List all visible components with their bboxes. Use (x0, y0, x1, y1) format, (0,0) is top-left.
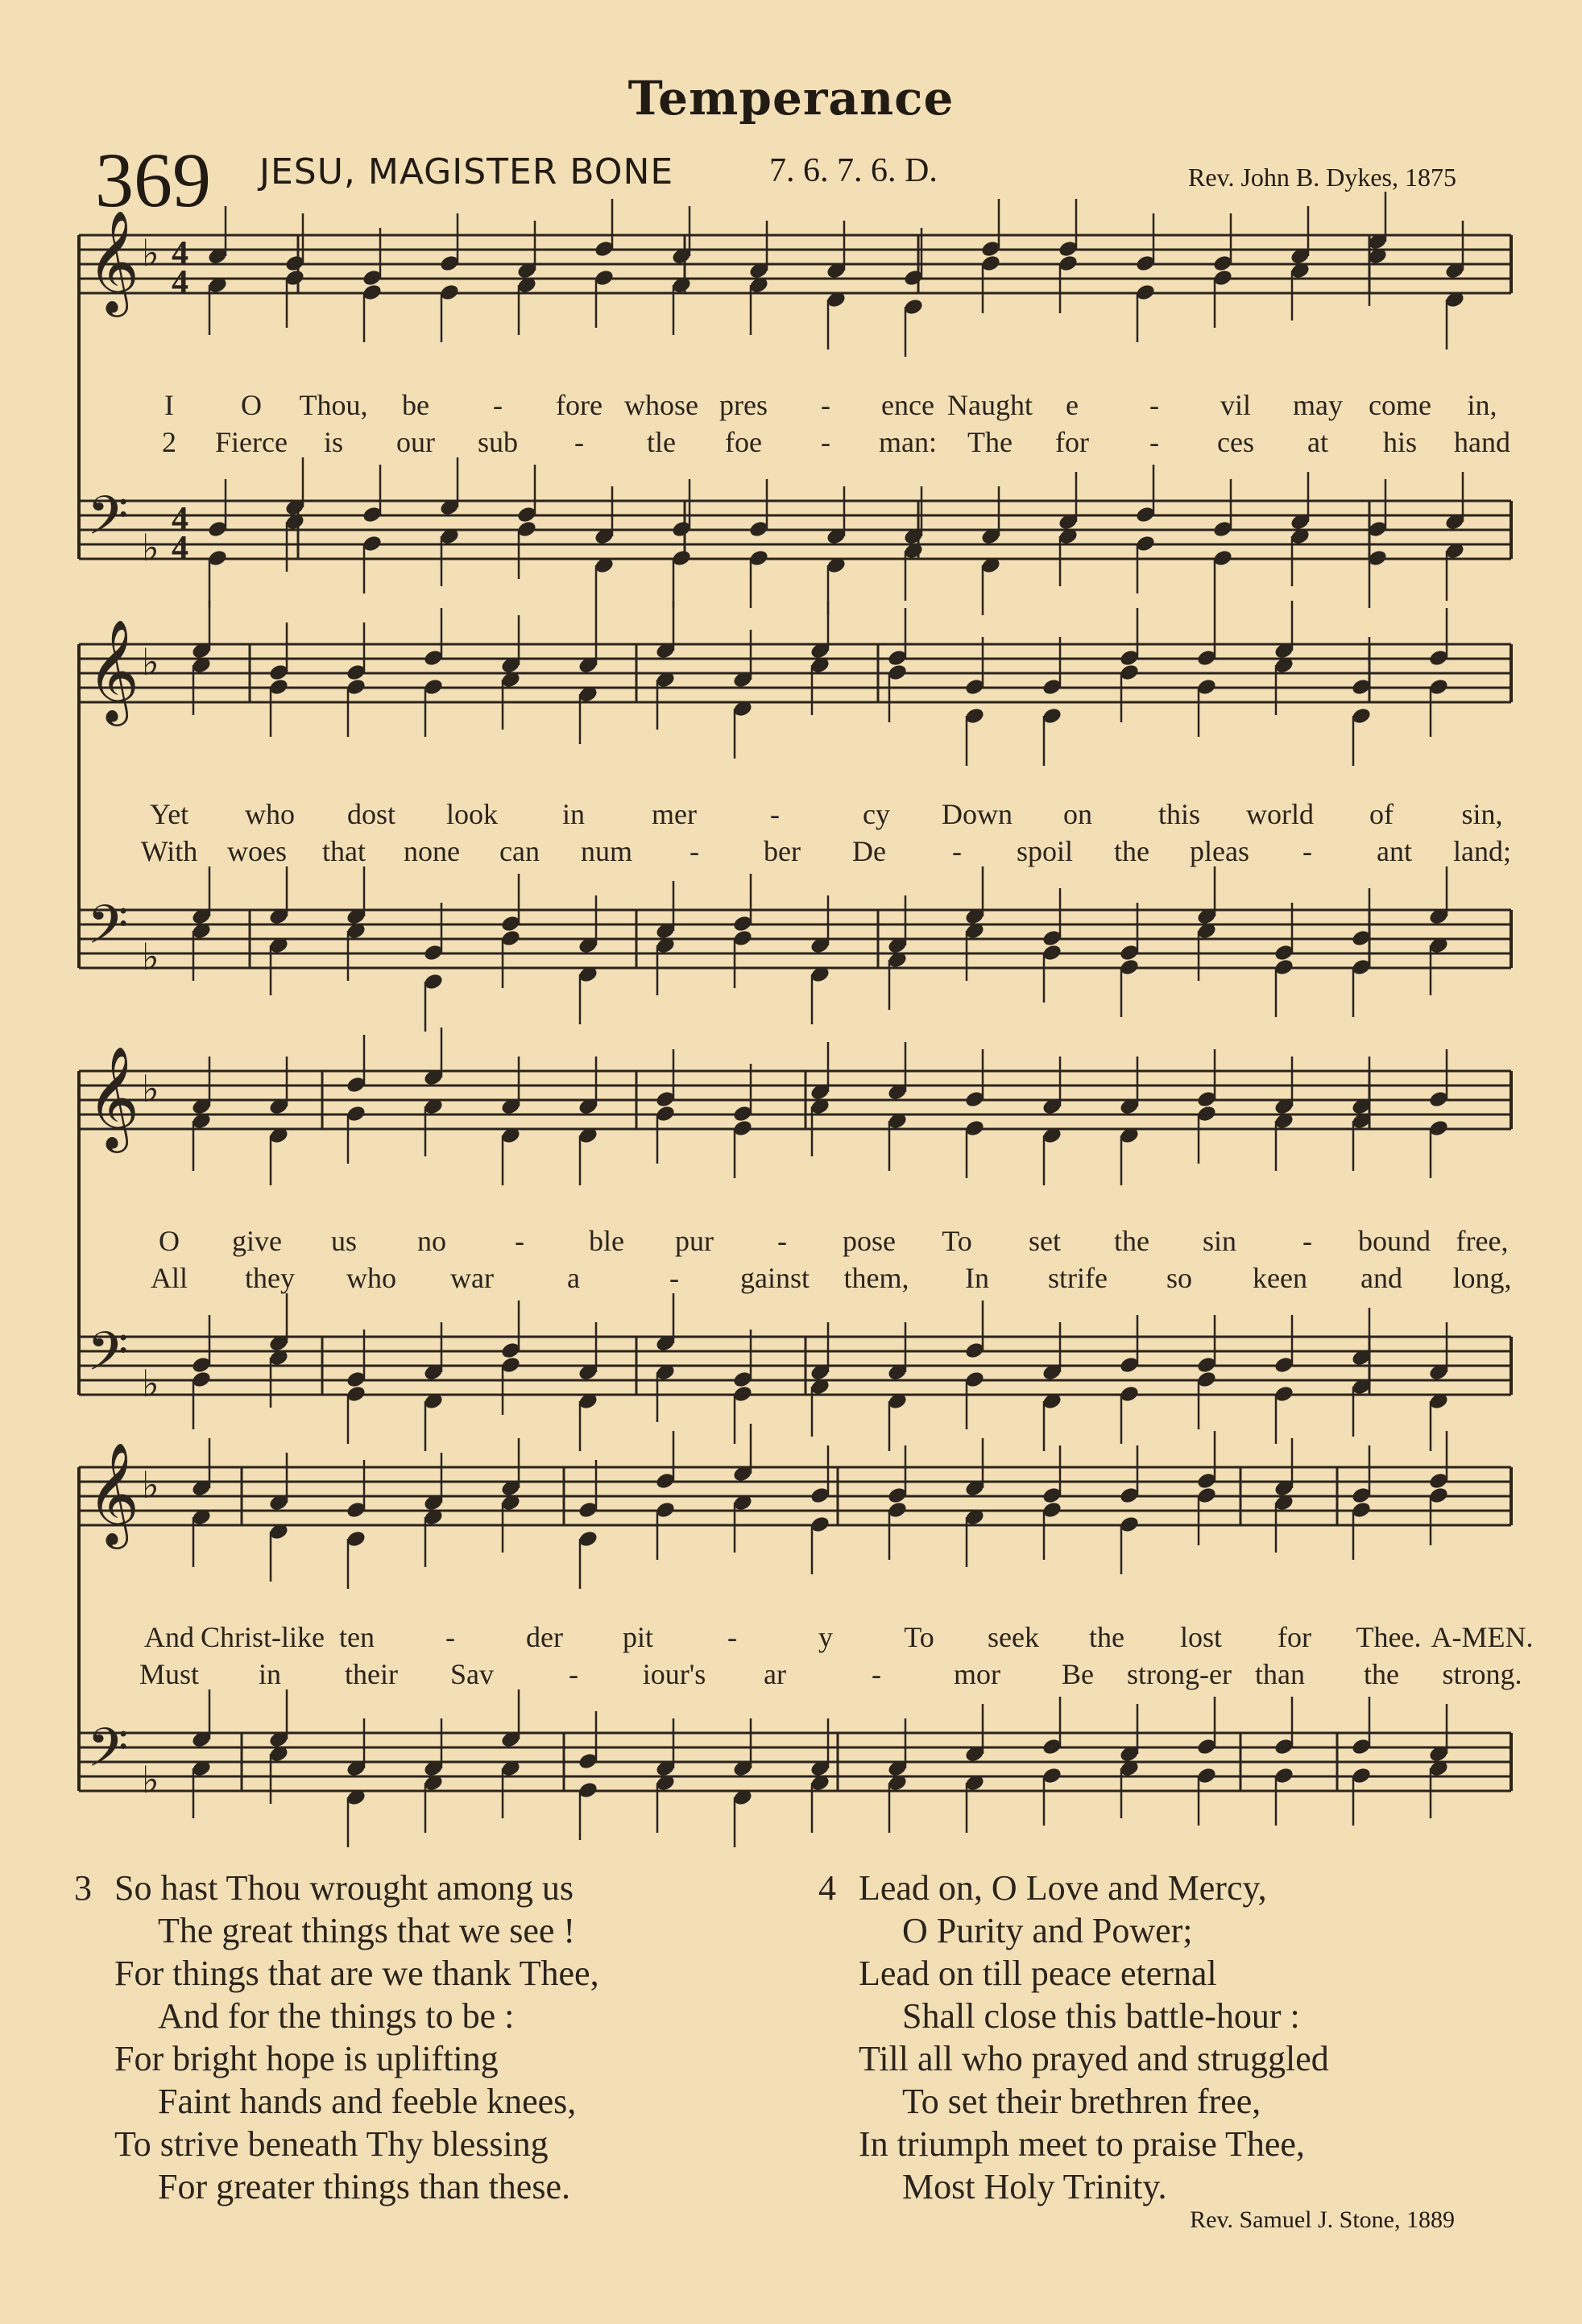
lyric-syllable: sub (477, 426, 519, 458)
lyric-syllable: tle (647, 426, 676, 458)
section-title: Temperance (627, 71, 955, 126)
lyric-syllable: mor (954, 1658, 1000, 1690)
lyric-syllable: ar (764, 1658, 786, 1690)
lyric-syllable: them, (843, 1262, 909, 1294)
lyric-syllable: ant (1377, 835, 1412, 867)
bass-clef-icon: 𝄢 (87, 1717, 129, 1792)
lyric-syllable: iour's (642, 1658, 706, 1690)
lyric-syllable: Thee. (1356, 1621, 1422, 1653)
lyric-syllable: war (450, 1262, 494, 1294)
lyric-syllable: so (1166, 1262, 1193, 1294)
verse-line: To set their brethren free, (902, 2082, 1261, 2121)
lyric-syllable: e (1066, 389, 1079, 421)
lyric-syllable: strong. (1442, 1658, 1522, 1690)
lyric-syllable: - (690, 835, 699, 867)
treble-clef-icon: 𝄞 (87, 1441, 140, 1545)
lyric-syllable: pleas (1190, 835, 1249, 867)
lyric-syllable: strong-er (1127, 1658, 1232, 1690)
lyric-syllable: Be (1062, 1658, 1094, 1690)
lyric-syllable: ence (881, 389, 934, 421)
lyric-syllable: they (245, 1262, 295, 1294)
bass-clef-icon: 𝄢 (87, 485, 129, 560)
bass-clef-icon: 𝄢 (87, 894, 129, 969)
lyric-syllable: and (1360, 1262, 1402, 1294)
composer-credit: Rev. John B. Dykes, 1875 (1187, 163, 1456, 192)
lyric-syllable: Naught (947, 389, 1033, 421)
lyric-syllable: O (159, 1225, 180, 1257)
lyric-syllable: gainst (740, 1262, 810, 1294)
lyric-syllable: - (1149, 389, 1159, 421)
lyric-syllable: pose (843, 1225, 896, 1257)
flat-icon: ♭ (142, 1067, 159, 1110)
verse-line: Lead on, O Love and Mercy, (859, 1868, 1267, 1908)
flat-icon: ♭ (142, 640, 159, 684)
lyric-syllable: for (1278, 1621, 1311, 1653)
hymn-number: 369 (95, 137, 211, 223)
lyric-syllable: Down (942, 798, 1013, 830)
verse-line: The great things that we see ! (158, 1911, 576, 1950)
flat-icon: ♭ (142, 231, 159, 275)
lyric-syllable: set (1029, 1225, 1061, 1257)
lyric-syllable: - (821, 426, 830, 458)
lyric-syllable: no (417, 1225, 446, 1257)
lyric-syllable: - (1149, 426, 1159, 458)
lyric-syllable: land; (1453, 835, 1511, 867)
verse-number: 4 (818, 1868, 836, 1908)
lyric-syllable: - (669, 1262, 679, 1294)
lyric-syllable: mer (652, 798, 697, 830)
lyric-syllable: this (1158, 798, 1201, 830)
flat-icon: ♭ (142, 1758, 159, 1801)
flat-icon: ♭ (142, 1362, 159, 1405)
lyric-syllable: pur (675, 1225, 714, 1257)
lyric-syllable: De (852, 835, 886, 867)
lyric-syllable: Fierce (215, 426, 288, 458)
lyric-syllable: pres (719, 389, 768, 421)
lyric-syllable: The (967, 426, 1013, 458)
lyric-syllable: the (1364, 1658, 1399, 1690)
lyric-syllable: - (952, 835, 962, 867)
verse-line: Most Holy Trinity. (902, 2167, 1167, 2206)
lyric-syllable: hand (1454, 426, 1510, 458)
lyric-syllable: Yet (149, 798, 189, 830)
lyric-syllable: a (567, 1262, 580, 1294)
lyric-syllable: woes (227, 835, 287, 867)
verse-line: Shall close this battle-hour : (902, 1996, 1300, 2036)
flat-icon: ♭ (142, 526, 159, 569)
lyric-syllable: dost (346, 798, 396, 830)
lyric-syllable: 2 (162, 426, 176, 458)
verse-4 (818, 1867, 1329, 2208)
lyric-syllable: - (445, 1621, 455, 1653)
verse-line: For bright hope is uplifting (114, 2039, 499, 2078)
verse-line: For greater things than these. (158, 2167, 570, 2206)
lyric-syllable: sin, (1461, 798, 1503, 830)
verse-line: So hast Thou wrought among us (114, 1868, 574, 1908)
lyric-syllable: the (1114, 835, 1149, 867)
lyric-syllable: in (561, 798, 586, 830)
lyric-syllable: - (727, 1621, 737, 1653)
lyric-syllable: O (241, 389, 262, 421)
lyric-syllable: their (345, 1658, 398, 1690)
lyric-syllable: - (1302, 835, 1312, 867)
lyric-syllable: Christ-like (201, 1621, 325, 1653)
verse-line: To strive beneath Thy blessing (114, 2124, 549, 2164)
time-signature: 4 (172, 501, 188, 538)
lyric-syllable: - (1302, 1225, 1312, 1257)
lyric-syllable: who (346, 1262, 396, 1294)
verse-line: Till all who prayed and struggled (859, 2039, 1329, 2078)
lyric-syllable: of (1369, 798, 1394, 830)
lyric-syllable: ces (1217, 426, 1254, 458)
lyric-syllable: spoil (1016, 835, 1074, 867)
lyric-syllable: A-MEN. (1431, 1621, 1534, 1653)
lyric-syllable: To (942, 1225, 972, 1257)
lyric-syllable: man: (879, 426, 937, 458)
verse-line: And for the things to be : (158, 1996, 515, 2036)
lyric-syllable: long, (1452, 1262, 1512, 1294)
time-signature: 4 (172, 264, 188, 301)
flat-icon: ♭ (142, 935, 159, 978)
time-signature: 4 (172, 235, 188, 272)
lyric-syllable: y (818, 1621, 833, 1653)
lyric-syllable: our (396, 426, 435, 458)
lyric-syllable: ten (339, 1621, 375, 1653)
lyric-syllable: in (258, 1658, 282, 1690)
lyric-syllable: foe (725, 426, 762, 458)
lyric-syllable: the (1114, 1225, 1149, 1257)
lyric-syllable: bound (1358, 1225, 1431, 1257)
lyric-syllable: look (445, 798, 499, 830)
bass-clef-icon: 𝄢 (87, 1321, 129, 1396)
lyric-syllable: All (150, 1262, 188, 1294)
lyric-syllable: - (574, 426, 584, 458)
treble-clef-icon: 𝄞 (87, 618, 140, 722)
lyric-syllable: keen (1253, 1262, 1307, 1294)
lyric-syllable: Sav (450, 1658, 494, 1690)
lyric-syllable: strife (1048, 1262, 1108, 1294)
tune-name: JESU, MAGISTER BONE (259, 151, 674, 192)
verse-line: Faint hands and feeble knees, (158, 2082, 577, 2121)
lyric-syllable: - (821, 389, 830, 421)
text-author-credit: Rev. Samuel J. Stone, 1889 (1190, 2206, 1455, 2233)
verse-line: Lead on till peace eternal (859, 1954, 1217, 1993)
lyric-syllable: on (1063, 798, 1092, 830)
lyric-syllable: give (232, 1225, 282, 1257)
lyric-syllable: whose (624, 389, 698, 421)
lyric-syllable: ber (764, 835, 801, 867)
lyric-syllable: can (499, 835, 540, 867)
lyric-syllable: cy (863, 798, 890, 830)
lyric-syllable: the (1089, 1621, 1124, 1653)
treble-clef-icon: 𝄞 (87, 1045, 140, 1148)
lyric-syllable: - (493, 389, 503, 421)
lyric-syllable: us (330, 1225, 358, 1257)
lyric-syllable: in, (1467, 389, 1497, 421)
verse-line: For things that are we thank Thee, (114, 1954, 599, 1993)
lyric-syllable: none (404, 835, 460, 867)
treble-clef-icon: 𝄞 (87, 209, 140, 312)
lyric-syllable: fore (556, 389, 603, 421)
lyric-syllable: be (402, 389, 429, 421)
lyric-syllable: that (322, 835, 366, 867)
lyric-syllable: - (872, 1658, 881, 1690)
verse-line: In triumph meet to praise Thee, (859, 2124, 1305, 2164)
verse-line: O Purity and Power; (902, 1911, 1193, 1950)
lyric-syllable: vil (1220, 389, 1252, 421)
time-signature: 4 (172, 530, 188, 567)
lyric-syllable: who (245, 798, 295, 830)
lyric-syllable: num (580, 835, 633, 867)
lyric-syllable: With (140, 835, 198, 867)
verse-3 (74, 1867, 599, 2208)
lyric-syllable: Thou, (299, 389, 368, 421)
lyric-syllable: may (1293, 389, 1343, 421)
meter: 7. 6. 7. 6. D. (769, 152, 938, 189)
lyric-syllable: Must (139, 1658, 200, 1690)
lyric-syllable: - (770, 798, 780, 830)
lyric-syllable: der (526, 1621, 563, 1653)
lyric-syllable: than (1255, 1658, 1305, 1690)
verse-number: 3 (74, 1868, 92, 1908)
lyric-syllable: at (1307, 426, 1328, 458)
lyric-syllable: - (515, 1225, 524, 1257)
lyric-syllable: come (1369, 389, 1431, 421)
lyric-syllable: And (144, 1621, 194, 1653)
lyric-syllable: I (164, 389, 174, 421)
flat-icon: ♭ (142, 1463, 159, 1507)
lyric-syllable: In (965, 1262, 989, 1294)
lyric-syllable: is (323, 426, 344, 458)
lyric-syllable: world (1246, 798, 1314, 830)
lyric-syllable: free, (1456, 1225, 1509, 1257)
lyric-syllable: ble (589, 1225, 624, 1257)
lyric-syllable: for (1055, 426, 1089, 458)
lyric-syllable: lost (1179, 1621, 1223, 1653)
lyric-syllable: - (777, 1225, 787, 1257)
lyric-syllable: seek (988, 1621, 1039, 1653)
lyric-syllable: To (904, 1621, 934, 1653)
lyric-syllable: pit (622, 1621, 654, 1653)
lyric-syllable: sin (1202, 1225, 1237, 1257)
lyric-syllable: his (1382, 426, 1418, 458)
lyric-syllable: - (569, 1658, 578, 1690)
